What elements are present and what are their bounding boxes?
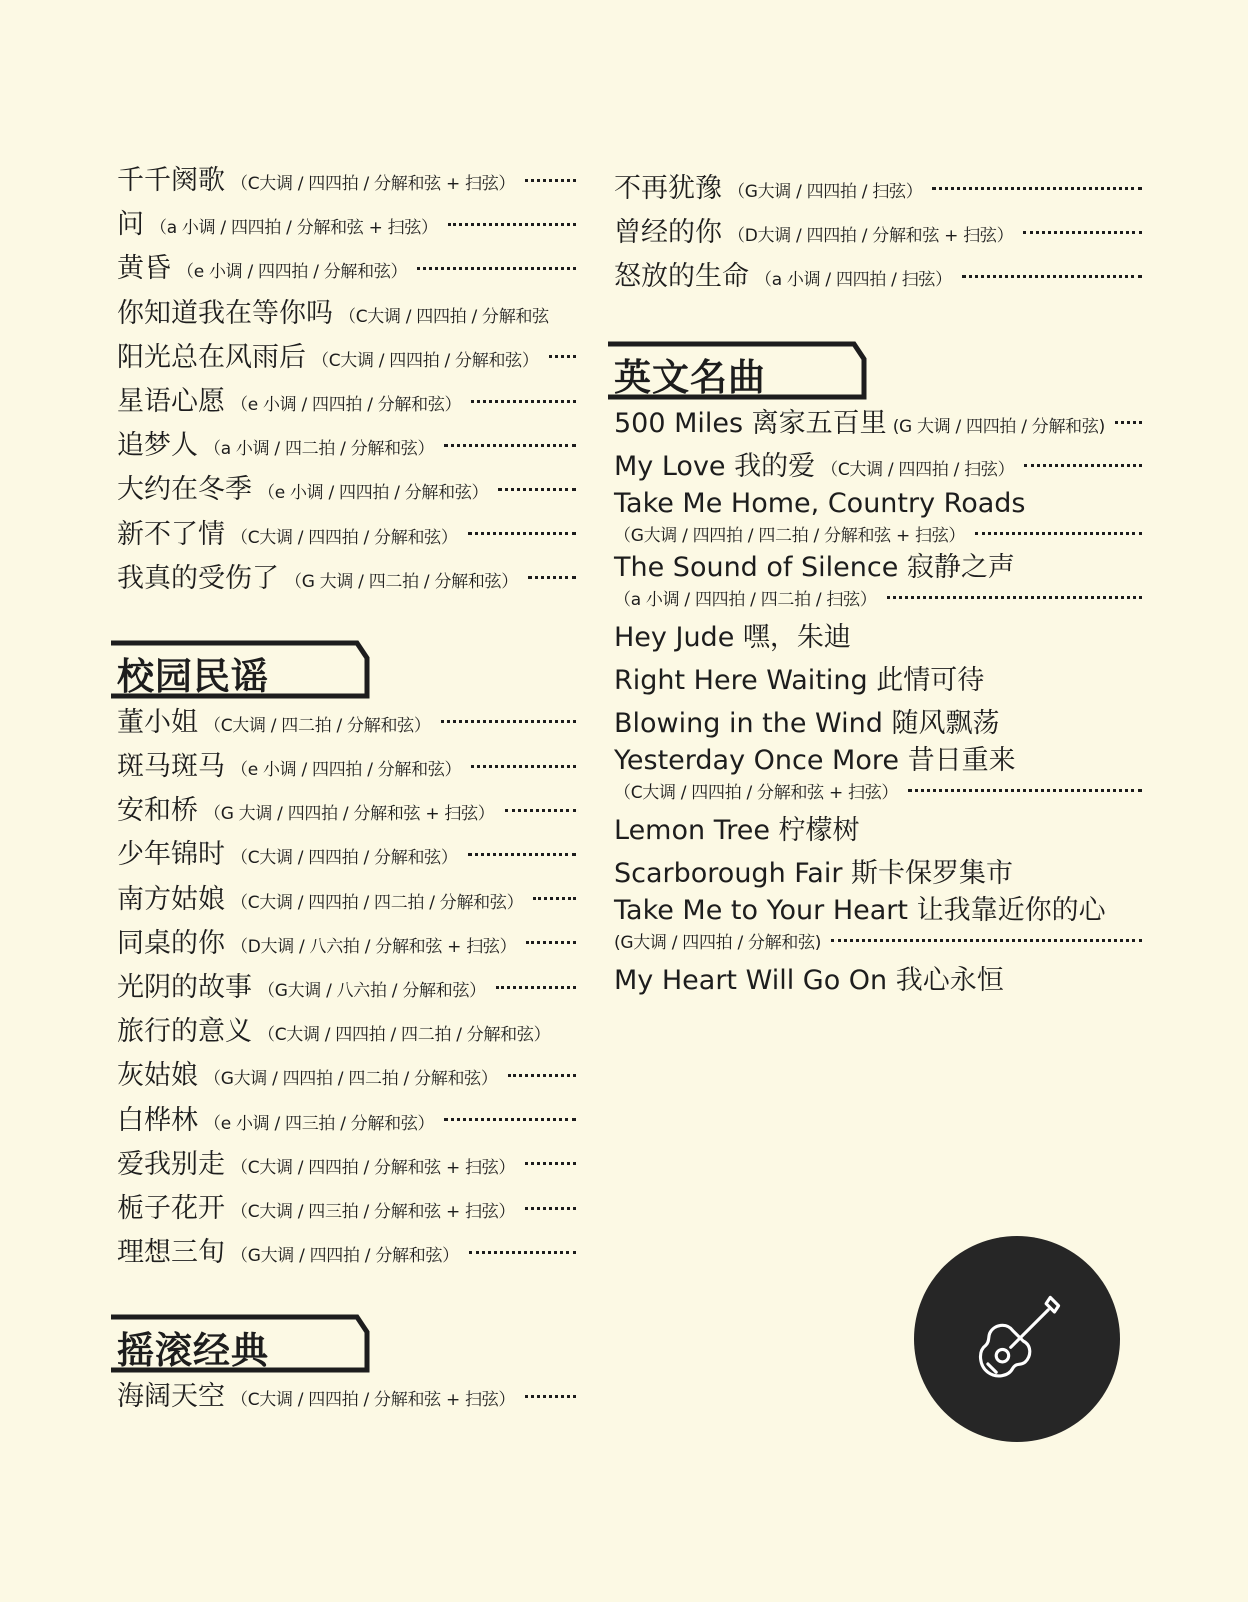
- song-title: 同桌的你: [117, 927, 225, 959]
- song-entry: [614, 210, 1142, 254]
- song-meta: （D大调 / 八六拍 / 分解和弦 + 扫弦）: [231, 936, 517, 957]
- song-meta: （C大调 / 四二拍 / 分解和弦）: [204, 715, 431, 736]
- song-entry: [614, 487, 1142, 547]
- song-entry: [614, 851, 1142, 894]
- song-meta: （G大调 / 四四拍 / 扫弦）: [728, 182, 923, 202]
- song-entry: [117, 202, 576, 246]
- song-title: 阳光总在风雨后: [117, 341, 306, 373]
- dot-leader: [525, 179, 576, 182]
- song-entry: [117, 965, 576, 1009]
- dot-leader: [441, 720, 576, 723]
- song-meta: （G大调 / 四四拍 / 四二拍 / 分解和弦）: [204, 1069, 498, 1090]
- song-entry: [117, 1230, 576, 1274]
- dot-leader: [471, 400, 576, 403]
- song-meta: （e 小调 / 四四拍 / 分解和弦）: [177, 262, 408, 283]
- song-title: Take Me to Your Heart 让我靠近你的心: [614, 894, 1106, 926]
- song-title: 黄昏: [117, 253, 171, 285]
- song-entry: [117, 788, 576, 832]
- song-title: 光阴的故事: [117, 972, 252, 1003]
- dot-leader: [508, 1074, 576, 1077]
- dot-leader: [533, 897, 576, 900]
- song-entry: [117, 158, 576, 202]
- section-header-campus: [109, 640, 367, 698]
- dot-leader: [962, 275, 1142, 278]
- right-column: [614, 166, 1142, 1001]
- song-title: Lemon Tree 柠檬树: [614, 814, 860, 846]
- song-entry: [117, 423, 576, 467]
- song-title: 白桦林: [117, 1104, 198, 1136]
- song-title: My Heart Will Go On 我心永恒: [614, 964, 1004, 996]
- song-entry: [614, 254, 1142, 298]
- dot-leader: [496, 986, 576, 989]
- song-title: 栀子花开: [117, 1192, 225, 1224]
- song-meta: （G大调 / 四四拍 / 分解和弦）: [231, 1246, 459, 1267]
- song-meta: （e 小调 / 四四拍 / 分解和弦）: [258, 483, 489, 504]
- song-meta: （a 小调 / 四四拍 / 四二拍 / 扫弦）: [614, 590, 877, 611]
- dot-leader: [932, 187, 1142, 190]
- song-entry: [614, 401, 1142, 444]
- song-entry: [614, 808, 1142, 851]
- song-entry: [117, 335, 576, 379]
- song-entry: [117, 246, 576, 290]
- dot-leader: [468, 532, 576, 535]
- dot-leader: [831, 939, 1142, 942]
- pop-song-list-continued: [614, 166, 1142, 299]
- dot-leader: [525, 1395, 576, 1398]
- song-title: 旅行的意义: [117, 1016, 252, 1048]
- song-meta: （C大调 / 四四拍 / 分解和弦 + 扫弦）: [231, 174, 516, 194]
- song-title: 500 Miles 离家五百里: [614, 407, 887, 439]
- song-entry: [117, 467, 576, 511]
- song-entry: [117, 1053, 576, 1097]
- song-meta: （C大调 / 四四拍 / 分解和弦）: [231, 527, 458, 548]
- dot-leader: [1024, 464, 1142, 467]
- song-entry: [117, 832, 576, 876]
- song-meta: （a 小调 / 四四拍 / 扫弦）: [755, 270, 952, 291]
- song-title: Right Here Waiting 此情可待: [614, 664, 985, 696]
- dot-leader: [525, 1207, 576, 1210]
- song-meta: （C大调 / 四四拍 / 扫弦）: [821, 459, 1015, 480]
- dot-leader: [528, 576, 576, 579]
- song-entry: [614, 444, 1142, 487]
- song-entry: [614, 744, 1142, 804]
- song-meta: （C大调 / 四四拍 / 四二拍 / 分解和弦）: [231, 892, 524, 913]
- song-meta: （C大调 / 四四拍 / 分解和弦: [339, 306, 549, 327]
- song-entry: [117, 1374, 576, 1418]
- dot-leader: [908, 789, 1142, 792]
- section-header-rock: [109, 1314, 367, 1372]
- song-title: 不再犹豫: [614, 173, 722, 204]
- song-meta: （C大调 / 四四拍 / 分解和弦 + 扫弦）: [231, 1390, 516, 1411]
- song-entry: [614, 166, 1142, 210]
- song-title: 追梦人: [117, 430, 198, 462]
- song-entry: [117, 1009, 576, 1053]
- song-meta: （C大调 / 四四拍 / 分解和弦）: [231, 848, 458, 869]
- guitar-icon: [965, 1287, 1069, 1391]
- dot-leader: [1115, 421, 1142, 424]
- dot-leader: [468, 853, 576, 856]
- song-title: Yesterday Once More 昔日重来: [614, 744, 1016, 776]
- song-meta: （C大调 / 四三拍 / 分解和弦 + 扫弦）: [231, 1201, 516, 1222]
- song-entry: [117, 1142, 576, 1186]
- song-meta: （G大调 / 八六拍 / 分解和弦）: [258, 981, 486, 1001]
- song-entry: [117, 1186, 576, 1230]
- dot-leader: [525, 1162, 576, 1165]
- song-title: 千千阕歌: [117, 165, 225, 196]
- song-title: 爱我别走: [117, 1148, 225, 1180]
- song-entry: [117, 556, 576, 600]
- song-title: 董小姐: [117, 706, 198, 738]
- song-title: 海阔天空: [117, 1381, 225, 1413]
- song-title: My Love 我的爱: [614, 450, 816, 482]
- section-header-english: [606, 341, 864, 399]
- song-title: 大约在冬季: [117, 474, 252, 506]
- song-title: 安和桥: [117, 795, 198, 827]
- song-meta: （G 大调 / 四四拍 / 分解和弦 + 扫弦）: [204, 804, 495, 825]
- dot-leader: [975, 532, 1142, 535]
- song-meta: （a 小调 / 四四拍 / 分解和弦 + 扫弦）: [150, 218, 438, 239]
- pop-song-list: [117, 158, 576, 600]
- song-title: 南方姑娘: [117, 883, 225, 915]
- guitar-badge: [914, 1236, 1120, 1442]
- song-meta: （D大调 / 四四拍 / 分解和弦 + 扫弦）: [728, 226, 1014, 247]
- song-meta: (G 大调 / 四四拍 / 分解和弦): [892, 416, 1105, 437]
- dot-leader: [448, 223, 576, 226]
- song-title: 新不了情: [117, 518, 225, 550]
- song-meta: （G 大调 / 四二拍 / 分解和弦）: [285, 571, 518, 592]
- dot-leader: [444, 1118, 576, 1121]
- song-meta: （C大调 / 四四拍 / 分解和弦）: [312, 350, 539, 371]
- song-meta: （a 小调 / 四二拍 / 分解和弦）: [204, 439, 435, 460]
- song-entry: [117, 921, 576, 965]
- song-entry: [117, 379, 576, 423]
- section-title-campus: 校园民谣: [117, 654, 269, 698]
- song-title: Hey Jude 嘿，朱迪: [614, 621, 851, 653]
- song-title: Scarborough Fair 斯卡保罗集市: [614, 857, 1014, 889]
- song-title: 星语心愿: [117, 385, 225, 417]
- song-title: 你知道我在等你吗: [117, 297, 333, 329]
- dot-leader: [444, 444, 576, 447]
- rock-song-list: [117, 1374, 576, 1418]
- campus-song-list: [117, 700, 576, 1274]
- dot-leader: [498, 488, 576, 491]
- song-title: 我真的受伤了: [117, 562, 279, 594]
- song-title: 灰姑娘: [117, 1060, 198, 1092]
- song-entry: [614, 958, 1142, 1001]
- song-entry: [614, 658, 1142, 701]
- song-title: 怒放的生命: [614, 261, 749, 293]
- left-column: [117, 158, 576, 1419]
- song-entry: [117, 877, 576, 921]
- song-title: 问: [117, 209, 144, 241]
- song-entry: [117, 700, 576, 744]
- song-meta: （e 小调 / 四四拍 / 分解和弦）: [231, 394, 462, 415]
- song-title: 理想三旬: [117, 1237, 225, 1269]
- dot-leader: [471, 765, 576, 768]
- song-entry: [614, 551, 1142, 611]
- section-title-rock: 摇滚经典: [117, 1329, 269, 1373]
- song-title: 曾经的你: [614, 217, 722, 249]
- song-title: 少年锦时: [117, 839, 225, 871]
- dot-leader: [469, 1251, 576, 1254]
- song-title: The Sound of Silence 寂静之声: [614, 551, 1015, 583]
- dot-leader: [887, 596, 1142, 599]
- english-song-list: [614, 401, 1142, 1001]
- song-entry: [117, 291, 576, 335]
- dot-leader: [505, 809, 577, 812]
- dot-leader: [526, 941, 576, 944]
- song-entry: [117, 744, 576, 788]
- song-meta: （G大调 / 四四拍 / 四二拍 / 分解和弦 + 扫弦）: [614, 526, 966, 547]
- song-entry: [117, 1098, 576, 1142]
- song-meta: (G大调 / 四四拍 / 分解和弦): [614, 933, 822, 954]
- song-meta: （e 小调 / 四三拍 / 分解和弦）: [204, 1113, 435, 1134]
- dot-leader: [549, 355, 576, 358]
- song-meta: （C大调 / 四四拍 / 四二拍 / 分解和弦）: [258, 1025, 551, 1046]
- song-title: 斑马斑马: [117, 751, 225, 783]
- dot-leader: [417, 267, 576, 270]
- song-entry: [117, 512, 576, 556]
- song-title: Take Me Home, Country Roads: [614, 487, 1026, 519]
- section-title-english: 英文名曲: [614, 355, 766, 399]
- song-entry: [614, 615, 1142, 658]
- song-entry: [614, 894, 1142, 954]
- song-meta: （e 小调 / 四四拍 / 分解和弦）: [231, 760, 462, 781]
- song-entry: [614, 701, 1142, 744]
- dot-leader: [1023, 231, 1142, 234]
- song-title: Blowing in the Wind 随风飘荡: [614, 707, 1000, 739]
- song-meta: （C大调 / 四四拍 / 分解和弦 + 扫弦）: [614, 783, 899, 804]
- song-meta: （C大调 / 四四拍 / 分解和弦 + 扫弦）: [231, 1157, 516, 1178]
